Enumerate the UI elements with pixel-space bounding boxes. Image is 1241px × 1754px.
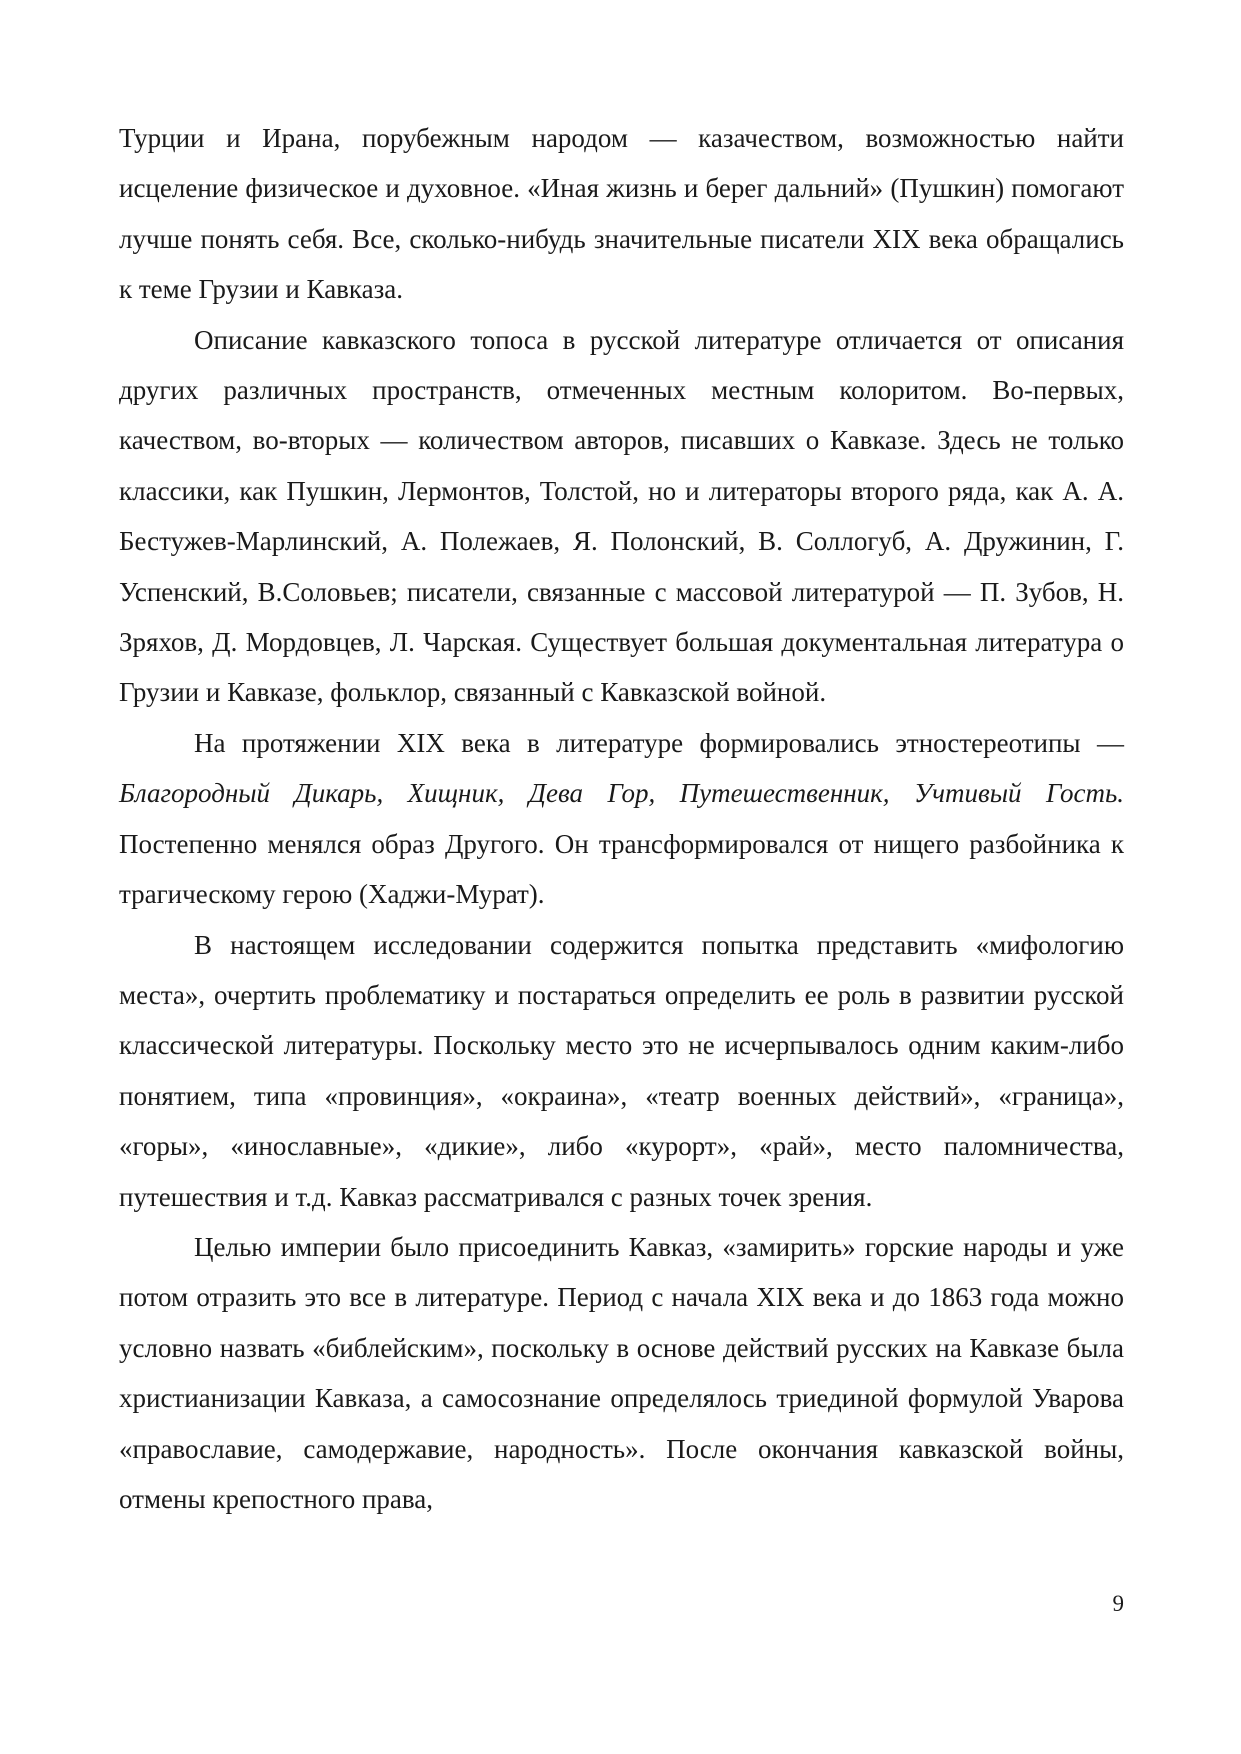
page-number: 9 [1112, 1591, 1124, 1616]
text-segment: На протяжении XIX века в литературе формировались этностереотипы — [194, 727, 1124, 758]
italic-text: Благородный Дикарь, Хищник, Дева Гор, Путешественник, Учтивый Гость. [119, 778, 1124, 809]
text-segment: Постепенно менялся образ Другого. Он трансформировался от нищего разбойника к трагическому герою (Хаджи-Мурат). [119, 828, 1124, 910]
paragraph [119, 113, 1124, 315]
paragraph [119, 920, 1124, 1222]
paragraph [119, 315, 1124, 718]
text-segment: Турции и Ирана, порубежным народом — казачеством, возможностью найти исцеление физическое и духовное. «Иная жизнь и берег дальний» (Пушкин) помогают лучше понять себя. Все, сколько-нибудь значительные писатели XIX века обращались к теме Грузии и Кавказа. [119, 123, 1124, 305]
text-segment: В настоящем исследовании содержится попытка представить «мифологию места», очертить проблематику и постараться определить ее роль в развитии русской классической литературы. Поскольку место это не исчерпывалось одним каким-либо понятием, типа «провинция», «окраина», «театр военных действий», «граница», «горы», «инославные», «дикие», либо «курорт», «рай», место паломничества, путешествия и т.д. Кавказ рассматривался с разных точек зрения. [119, 929, 1124, 1212]
document-page [119, 113, 1124, 1524]
paragraph [119, 718, 1124, 920]
text-segment: Описание кавказского топоса в русской литературе отличается от описания других различных пространств, отмеченных местным колоритом. Во-первых, качеством, во-вторых — количеством авторов, писавших о Кавказе. Здесь не только классики, как Пушкин, Лермонтов, Толстой, но и литераторы второго ряда, как А. А. Бестужев-Марлинский, А. Полежаев, Я. Полонский, В. Соллогуб, А. Дружинин, Г. Успенский, В.Соловьев; писатели, связанные с массовой литературой — П. Зубов, Н. Зряхов, Д. Мордовцев, Л. Чарская. Существует большая документальная литература о Грузии и Кавказе, фольклор, связанный с Кавказской войной. [119, 324, 1124, 708]
body-text [119, 113, 1124, 1524]
paragraph [119, 1222, 1124, 1524]
text-segment: Целью империи было присоединить Кавказ, «замирить» горские народы и уже потом отразить это все в литературе. Период с начала XIX века и до 1863 года можно условно назвать «библейским», поскольку в основе действий русских на Кавказе была христианизации Кавказа, а самосознание определялось триединой формулой Уварова «православие, самодержавие, народность». После окончания кавказской войны, отмены крепостного права, [119, 1231, 1124, 1514]
